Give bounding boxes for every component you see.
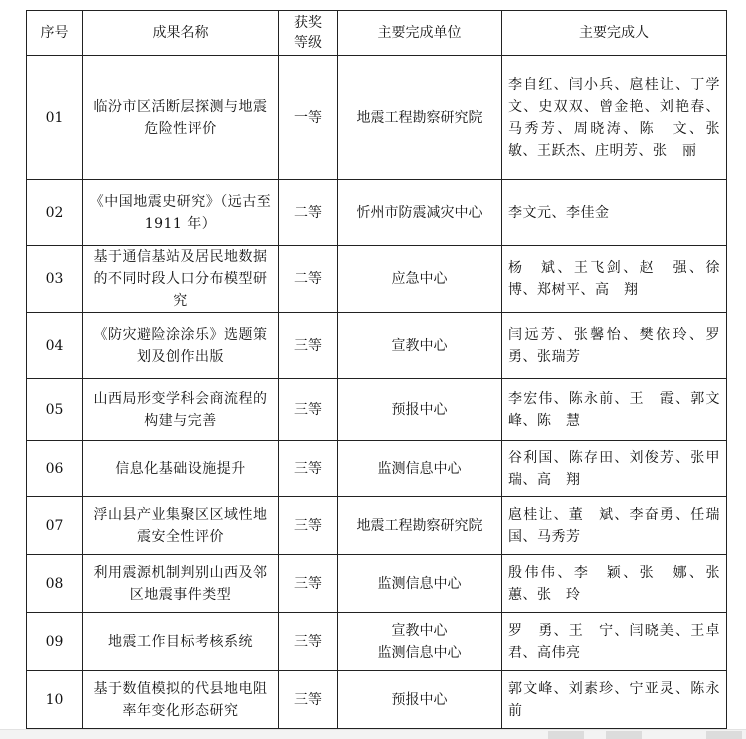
header-serial-number: 序号 [27, 11, 83, 56]
result-name-cell [83, 613, 279, 671]
viewer-bottom-tab [548, 731, 584, 739]
main-unit-cell [338, 497, 502, 555]
result-name-cell [83, 441, 279, 497]
serial-number-cell: 08 [27, 555, 83, 613]
main-people-text: 李宏伟、陈永前、王 霞、郭文峰、陈 慧 [508, 390, 720, 429]
result-name-text: 《中国地震史研究》（远古至 1911 年） [89, 193, 272, 232]
serial-number-cell: 07 [27, 497, 83, 555]
award-grade-cell: 三等 [279, 313, 338, 379]
header-award-grade-line2: 等级 [294, 35, 322, 51]
table-row [27, 180, 727, 246]
serial-number-cell: 04 [27, 313, 83, 379]
award-grade-cell: 三等 [279, 379, 338, 441]
table-row [27, 613, 727, 671]
table-row [27, 555, 727, 613]
main-unit-text: 地震工程勘察研究院 [356, 109, 483, 126]
result-name-text: 临汾市区活断层探测与地震危险性评价 [93, 98, 268, 137]
result-name-text: 利用震源机制判别山西及邻区地震事件类型 [93, 564, 268, 603]
serial-number-cell: 06 [27, 441, 83, 497]
table-row [27, 497, 727, 555]
result-name-cell [83, 497, 279, 555]
main-people-cell [502, 671, 727, 729]
header-result-name: 成果名称 [83, 11, 279, 56]
main-people-text: 李文元、李佳金 [508, 204, 610, 221]
serial-number-cell: 01 [27, 56, 83, 180]
main-people-text: 杨 斌、王飞剑、赵 强、徐 博、郑树平、高 翔 [508, 260, 735, 298]
award-grade-cell: 三等 [279, 671, 338, 729]
table-row [27, 379, 727, 441]
serial-number-cell: 05 [27, 379, 83, 441]
table-row [27, 313, 727, 379]
serial-number-cell: 10 [27, 671, 83, 729]
main-unit-cell [338, 56, 502, 180]
main-unit-cell [338, 613, 502, 671]
main-people-text: 闫远芳、张馨怡、樊依玲、罗 勇、张瑞芳 [508, 326, 735, 365]
result-name-cell [83, 56, 279, 180]
main-people-text: 谷利国、陈存田、刘俊芳、张甲瑞、高 翔 [508, 449, 720, 488]
main-unit-cell [338, 180, 502, 246]
main-people-text: 扈桂让、董 斌、李奋勇、任瑞国、马秀芳 [508, 506, 720, 545]
main-people-cell [502, 441, 727, 497]
main-people-text: 郭文峰、刘素珍、宁亚灵、陈永前 [508, 680, 720, 719]
header-award-grade [279, 11, 338, 56]
main-people-text: 殷伟伟、李 颖、张 娜、张 蕙、张 玲 [508, 564, 735, 603]
main-unit-text: 监测信息中心 [377, 575, 462, 592]
main-people-cell [502, 313, 735, 379]
award-grade-cell: 二等 [279, 180, 338, 246]
viewer-bottom-tab [706, 731, 742, 739]
result-name-text: 山西局形变学科会商流程的构建与完善 [93, 390, 268, 429]
award-grade-cell: 三等 [279, 555, 338, 613]
result-name-cell [83, 180, 279, 246]
table-row [27, 671, 727, 729]
main-unit-text: 应急中心 [391, 271, 448, 287]
table-body [27, 56, 735, 729]
main-unit-text: 监测信息中心 [377, 644, 462, 661]
result-name-cell [83, 246, 279, 313]
table-row [27, 441, 727, 497]
main-unit-text: 宣教中心 [391, 622, 448, 639]
main-unit-cell [338, 555, 502, 613]
header-award-grade-line1: 获奖 [294, 15, 322, 31]
award-grade-cell: 一等 [279, 56, 338, 180]
main-unit-text: 宣教中心 [391, 337, 448, 354]
result-name-cell [83, 379, 279, 441]
header-main-people: 主要完成人 [502, 11, 727, 56]
main-unit-text: 忻州市防震减灾中心 [356, 204, 483, 221]
main-people-cell [502, 379, 727, 441]
result-name-text: 基于数值模拟的代县地电阻率年变化形态研究 [93, 680, 268, 719]
main-unit-text: 预报中心 [391, 691, 448, 708]
table-header [27, 11, 727, 56]
result-name-cell [83, 671, 279, 729]
main-people-text: 罗 勇、王 宁、闫晓美、王卓君、高伟亮 [508, 622, 720, 661]
main-people-cell [502, 56, 735, 180]
awards-table [26, 10, 735, 729]
header-row [27, 11, 727, 56]
result-name-cell [83, 313, 279, 379]
result-name-cell [83, 555, 279, 613]
main-people-text: 李自红、闫小兵、扈桂让、丁学文、史双双、曾金艳、刘艳春、马秀芳、周晓涛、陈 文、张 敏、王跃杰、庄明芳、张 丽 [508, 76, 735, 159]
table-row [27, 246, 727, 313]
main-people-cell [502, 246, 735, 313]
table-row [27, 56, 727, 180]
award-grade-cell: 二等 [279, 246, 338, 313]
main-unit-text: 地震工程勘察研究院 [356, 517, 483, 534]
main-people-cell [502, 613, 727, 671]
result-name-text: 信息化基础设施提升 [115, 460, 246, 477]
main-people-cell [502, 555, 735, 613]
main-unit-text: 预报中心 [391, 401, 448, 418]
main-unit-cell [338, 671, 502, 729]
serial-number-cell: 02 [27, 180, 83, 246]
viewer-bottom-tab [606, 731, 642, 739]
result-name-text: 基于通信基站及居民地数据的不同时段人口分布模型研究 [93, 249, 268, 309]
award-grade-cell: 三等 [279, 613, 338, 671]
main-unit-cell [338, 313, 502, 379]
result-name-text: 《防灾避险涂涂乐》选题策划及创作出版 [93, 326, 268, 365]
result-name-text: 地震工作目标考核系统 [108, 633, 253, 650]
result-name-text: 浮山县产业集聚区区域性地震安全性评价 [93, 506, 268, 545]
header-main-unit: 主要完成单位 [338, 11, 502, 56]
main-unit-cell [338, 441, 502, 497]
main-unit-text: 监测信息中心 [377, 460, 462, 477]
main-people-cell [502, 180, 727, 246]
main-people-cell [502, 497, 727, 555]
main-unit-cell [338, 246, 502, 313]
serial-number-cell: 09 [27, 613, 83, 671]
serial-number-cell: 03 [27, 246, 83, 313]
award-grade-cell: 三等 [279, 497, 338, 555]
award-grade-cell: 三等 [279, 441, 338, 497]
main-unit-cell [338, 379, 502, 441]
